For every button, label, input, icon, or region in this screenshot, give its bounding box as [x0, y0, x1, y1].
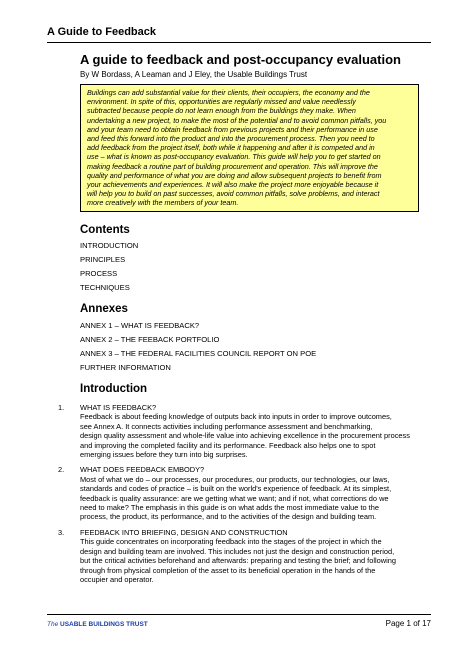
header-rule: [47, 42, 431, 43]
footer-rule: [47, 614, 431, 615]
body-line: occupier and operator.: [80, 574, 154, 584]
footer-brand: [47, 621, 148, 628]
document-title: A guide to feedback and post-occupancy evaluation: [80, 52, 401, 67]
abstract-line: use – what is known as post-occupancy evaluation. This guide will help you to get started on: [87, 152, 381, 162]
abstract-line: and your team need to obtain feedback from previous projects and their performance in use: [87, 124, 378, 134]
list-item: [58, 528, 438, 584]
body-line: feedback is quality assurance: are we getting what we want; and if not, what corrections do we: [80, 493, 389, 503]
item-body: [80, 412, 438, 459]
abstract-box: [80, 84, 419, 212]
item-number: 3.: [58, 527, 65, 537]
body-line: need to make? The emphasis in this guide is on what adds the most immediate value to the: [80, 503, 379, 513]
body-line: Feedback is about feeding knowledge of outputs back into inputs in order to improve outcomes,: [80, 412, 392, 422]
body-line: design and building team are involved. This includes not just the design and construction period,: [80, 546, 395, 556]
toc-link-annex-2[interactable]: ANNEX 2 – THE FEEBACK PORTFOLIO: [80, 335, 220, 344]
list-item: [58, 403, 438, 459]
body-line: but the critical activities beforehand and afterwards: preparing and testing the brief; and following: [80, 556, 396, 566]
body-line: see Annex A. It connects activities including performance assessment and benchmarking,: [80, 421, 373, 431]
item-number: 1.: [58, 403, 65, 412]
introduction-list: [58, 403, 438, 590]
abstract-line: add feedback from the project itself, both while it happening and after it is competed and in: [87, 143, 375, 153]
abstract-line: more creatively with the members of your team.: [87, 198, 239, 208]
footer-brand-name: USABLE BUILDINGS TRUST: [60, 621, 148, 628]
abstract-line: your achievements and experiences. It will also make the project more enjoyable because it: [87, 180, 379, 190]
abstract-line: undertaking a new project, to make the most of the potential and to avoid common pitfalls, you: [87, 115, 387, 125]
contents-heading: Contents: [80, 224, 130, 236]
toc-link-annex-3[interactable]: ANNEX 3 – THE FEDERAL FACILITIES COUNCIL REPORT ON POE: [80, 349, 317, 358]
body-line: This guide concentrates on incorporating feedback into the stages of the project in which the: [80, 537, 382, 547]
body-line: process, the product, its performance, and to the activities of the design and building team.: [80, 512, 377, 522]
abstract-line: quality and performance of what you are doing and allow subsequent projects to benefit from: [87, 170, 382, 180]
item-heading: WHAT DOES FEEDBACK EMBODY?: [80, 465, 205, 475]
toc-link-principles[interactable]: PRINCIPLES: [80, 255, 126, 264]
toc-link-introduction[interactable]: INTRODUCTION: [80, 241, 139, 250]
item-number: 2.: [58, 465, 65, 475]
introduction-heading: Introduction: [80, 383, 148, 395]
running-header: A Guide to Feedback: [47, 26, 157, 38]
body-line: design quality assessment and whole-life value into achieving excellence in the procurement process: [80, 431, 410, 441]
toc-link-further-information[interactable]: FURTHER INFORMATION: [80, 363, 171, 372]
annexes-heading: Annexes: [80, 303, 128, 315]
abstract-line: environment. In spite of this, opportunities are regularly missed and value needlessly: [87, 97, 356, 107]
toc-link-techniques[interactable]: TECHNIQUES: [80, 283, 130, 292]
body-line: standards and codes of practice – is built on the world's experience of feedback. At its simplest,: [80, 484, 392, 494]
item-body: [80, 537, 438, 584]
body-line: Most of what we do – our processes, our procedures, our products, our technologies, our laws,: [80, 474, 390, 484]
list-item: [58, 465, 438, 521]
item-heading: WHAT IS FEEDBACK?: [80, 403, 157, 412]
body-line: through from physical completion of the asset to its beneficial operation in the hands of the: [80, 565, 376, 575]
footer-the: The: [47, 621, 59, 628]
body-line: and improving the completed facility and its performance. Feedback also helps one to spot: [80, 440, 376, 450]
abstract-line: making feedback a routine part of building procurement and operation. This will improve the: [87, 161, 378, 171]
item-body: [80, 475, 438, 522]
page-number: Page 1 of 17: [385, 619, 431, 628]
item-heading: FEEDBACK INTO BRIEFING, DESIGN AND CONSTRUCTION: [80, 527, 288, 537]
abstract-line: will help you to build on past successes, avoid common pitfalls, solve problems, and interact: [87, 189, 380, 199]
abstract-line: subtracted because people do not learn enough from the buildings they make. When: [87, 106, 356, 116]
abstract-line: Buildings can add substantial value for their clients, their occupiers, the economy and the: [87, 88, 370, 97]
toc-link-process[interactable]: PROCESS: [80, 269, 118, 278]
body-line: emerging issues before they turn into big surprises.: [80, 450, 248, 460]
byline: By W Bordass, A Leaman and J Eley, the Usable Buildings Trust: [80, 70, 308, 79]
toc-link-annex-1[interactable]: ANNEX 1 – WHAT IS FEEDBACK?: [80, 321, 200, 330]
abstract-line: and feed this forward into the product and into the procurement process. Then you need to: [87, 134, 375, 144]
